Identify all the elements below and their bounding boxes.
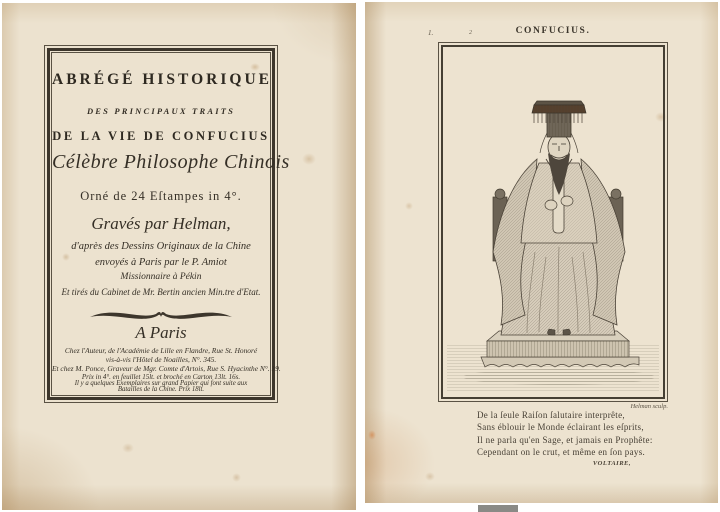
title-line-1: ABRÉGÉ HISTORIQUE (52, 71, 272, 88)
foxing-spot (232, 473, 241, 482)
subtitle-script: Célèbre Philosophe Chinois (52, 151, 290, 173)
edition-line: Orné de 24 Eſtampes in 4°. (80, 189, 242, 203)
imprint-city: A Paris (135, 323, 187, 342)
price-line-3: Batailles de la Chine. Prix 18lt. (117, 386, 205, 393)
title-page (2, 3, 356, 510)
price-line-2: Il y a quelques Exemplaires sur grand Papier qui font suite aux (74, 380, 248, 387)
origin-line-4: Et tirés du Cabinet de Mr. Bertin ancien Min.tre d'Etat. (61, 287, 261, 297)
plate-mark: 2 (469, 30, 472, 36)
plate-number: 1. (428, 29, 434, 37)
plate-caption (477, 409, 653, 467)
imprint-line-3: Et chez M. Ponce, Graveur de Mgr. Comte d'Artois, Rue S. Hyacinthe N°. 19. (52, 364, 281, 373)
title-line-3: DE LA VIE DE CONFUCIUS (52, 129, 270, 143)
plate-title: CONFUCIUS. (515, 26, 591, 36)
scan-artifact (478, 505, 518, 512)
swash-path (90, 312, 232, 319)
plate-page (365, 2, 718, 503)
imprint-line-1: Chez l'Auteur, de l'Académie de Lille en Flandre, Rue St. Honoré (64, 346, 258, 355)
caption-line: De la ſeule Raiſon ſalutaire interprête, (477, 410, 625, 420)
engraving-frame (438, 42, 668, 402)
foxing-spot (122, 443, 134, 453)
origin-line-3: Missionnaire à Pékin (120, 272, 202, 282)
foxing-spot (405, 202, 413, 210)
foxing-spot (425, 472, 435, 481)
caption-attribution: VOLTAIRE, (592, 459, 631, 467)
foxing-spot (302, 153, 316, 165)
title-line-2: DES PRINCIPAUX TRAITS (86, 106, 236, 116)
swash-divider (52, 305, 270, 321)
title-frame (44, 45, 290, 403)
engraver-credit: Helman sculp. (630, 403, 668, 410)
engraver-line: Gravés par Helman, (91, 214, 231, 233)
imprint-line-2: vis-à-vis l'Hôtel de Noailles, N°. 345. (105, 355, 217, 364)
origin-line-1: d'après des Dessins Originaux de la Chine (71, 241, 251, 252)
confucius-engraving (443, 47, 663, 397)
origin-line-2: envoyés à Paris par le P. Amiot (95, 257, 227, 268)
foxing-spot (368, 430, 376, 440)
caption-line: Cependant on le crut, et même en ſon pays. (477, 447, 646, 458)
caption-line: Il ne parla qu'en Sage, et jamais en Prophête: (477, 434, 653, 445)
price-line-1: Prix in 4°. en feuillet 15lt. et broché en Carton 13lt. 16s. (81, 373, 241, 381)
caption-line: Sans éblouir le Monde éclairant les eſprits, (477, 422, 644, 433)
